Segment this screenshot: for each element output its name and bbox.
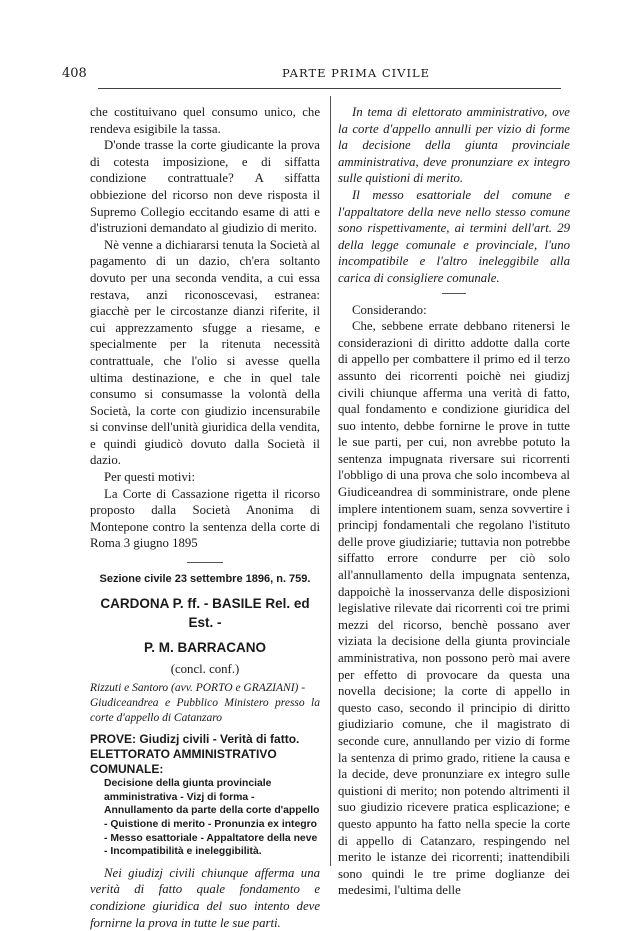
topic-heading-elettorato: ELETTORATO AMMINISTRATIVO COMUNALE: [90, 747, 277, 777]
parties-line-1: CARDONA P. ff. - BASILE Rel. ed Est. - [100, 595, 310, 630]
considerando-heading: Considerando: [352, 302, 427, 317]
header-rule [98, 88, 561, 89]
left-paragraph-2: D'onde trasse la corte giudicante la prova di cotesta imposizione, e di siffatta condizione contrattuale? A siffatta obbiezione del ricorso non deve risposta il Supremo Collegio eccitando esame di atti e d'istruzioni demandato al giudizio di merito. [90, 138, 320, 236]
maxim-1: Nei giudizj civili chiunque afferma una verità di fatto quale fondamento e condizione giuridica del suo intento deve fornirne la prova in tutte le sue parti. [90, 865, 320, 930]
topic-heading-prove: PROVE: Giudizj civili - Verità di fatto. [90, 732, 300, 747]
page-number: 408 [62, 66, 87, 81]
maxim-2: In tema di elettorato amministrativo, ove la corte d'appello annulli per vizio di forme la decisione della giunta provinciale amministrativa, deve pronunziare ex integro sulle quistioni di merito. [338, 105, 570, 186]
litigants-line-1: Rizzuti e Santoro (avv. PORTO e GRAZIANI) - [90, 682, 306, 695]
maxim-separator [442, 293, 466, 294]
considerando-body: Che, sebbene errate debbano ritenersi le considerazioni di diritto addotte dalla corte di appello per combattere il primo ed il terzo assunto dei ricorrenti poichè nei giudizj civili chiunque afferma una verità di fatto, qual fondamento e condizione giuridica del suo intento, debbe fornirne le prove in tutte le sue parti, per cui, non avrebbe potuto la sentenza impugnata riversare sui ricorrenti l'obbligo di una prova che solo incombeva al Giudiceandrea di somministrare, onde plene implere intentionem suam, senza sovvertire i principj fondamentali che regolano l'istituto delle prove giudiziarie; tuttavia non potrebbe siffatto errore condurre per ciò solo all'annullamento della impugnata sentenza, dappoichè la inosservanza delle disposizioni legislative rilevate dai ricorrenti coi tre primi mezzi del ricorso, benchè possano aver viziata la decisione della giunta provinciale amministrativa, non possono però mai avere per effetto di provocare da questa una novella decisione; la corte di appello in questo caso, secondo il principio di diritto giudiziario comune, che il magistrato di seconde cure, annullando per vizio di forme la sentenza di primo grado, ritiene la causa e la decide, deve pronunziare ex integro sulle quistioni di merito; non potendo altrimenti il suo giudizio ricevere pratica esplicazione; e questo appunto ha fatto nella specie la corte di appello di Catanzaro, respingendo nel merito le istanze dei ricorrenti; inattendibili sono quindi le tre prime doglianze dei medesimi, l'ultima delle [338, 319, 570, 898]
right-column [338, 104, 570, 899]
maxim-3: Il messo esattoriale del comune e l'appaltatore della neve nello stesso comune sono rispettivamente, ai termini dell'art. 29 della legge comunale e provinciale, l'uno incompatibile e l'altro ineleggibile alla carica di consigliere comunale. [338, 187, 570, 285]
conclusion-note: (concl. conf.) [170, 661, 240, 676]
left-paragraph-3: Nè venne a dichiararsi tenuta la Società al pagamento di un dazio, ch'era soltanto dovuto per una seconda vendita, a cui essa restava, anzi riconoscevasi, estranea: giacchè per le circostanze dianzi riferite, il cui apprezzamento sfugge a riesame, e specialmente per la ritenuta necessità contrattuale, che l'olio si avesse quella ultima destinazione, e che in quel tale consumo si consumasse la volontà della Società, la corte con giudizio incensurabile si convinse dell'unità giuridica della vendita, e quindi giudicò dovuto dalla Società il dazio. [90, 237, 320, 468]
left-paragraph-4: Per questi motivi: [104, 470, 195, 485]
section-heading: Sezione civile 23 settembre 1896, n. 759. [99, 573, 311, 586]
section-separator [187, 562, 223, 563]
running-title: PARTE PRIMA CIVILE [282, 66, 431, 80]
left-paragraph-5: La Corte di Cassazione rigetta il ricorso proposto dalla Società Anonima di Montepone contro la sentenza della corte di Roma 3 giugno 1895 [90, 486, 320, 551]
litigants-line-2: Giudiceandrea e Pubblico Ministero presso la corte d'appello di Catanzaro [90, 697, 320, 725]
parties-line-2: P. M. BARRACANO [143, 639, 266, 655]
topic-subheading: Decisione della giunta provinciale amministrativa - Vizj di forma - Annullamento da parte della corte d'appello - Quistione di merito - Pronunzia ex integro - Messo esattoriale - Appaltatore della neve - Incompatibilità e ineleggibilità. [104, 778, 320, 858]
left-paragraph-1: che costituivano quel consumo unico, che rendeva esigibile la tassa. [90, 105, 320, 136]
left-column [90, 104, 320, 931]
column-divider [330, 96, 331, 866]
